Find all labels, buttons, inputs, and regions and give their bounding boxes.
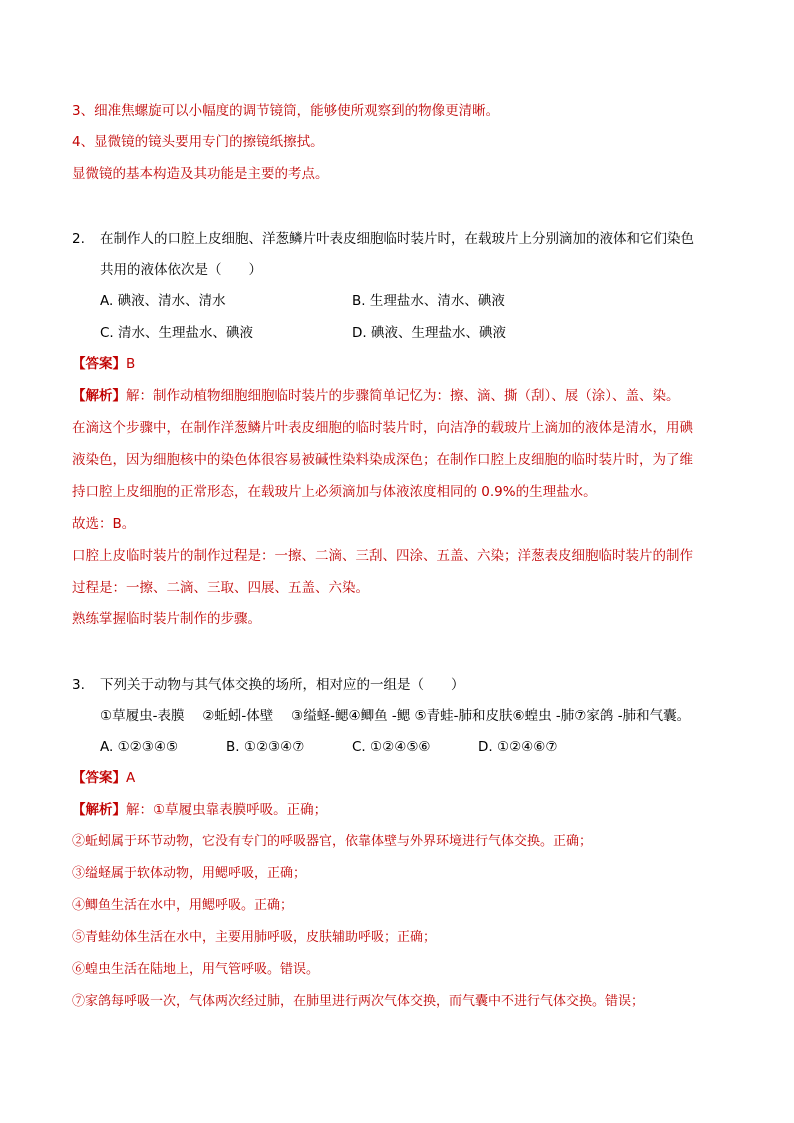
question-3-stem: 下列关于动物与其气体交换的场所，相对应的一组是（ ） [100, 677, 465, 693]
point-3: 3、细准焦螺旋可以小幅度的调节镜筒，能够使所观察到的物像更清晰。 [72, 103, 500, 119]
question-3-items: ①草履虫-表膜 ②蚯蚓-体壁 ③缢蛏-鳃④鲫鱼 -鳃 ⑤青蛙-肺和皮肤⑥蝗虫 -肺⑦家鸽 -肺和气囊。 [100, 708, 691, 724]
question-2-process-line2: 过程是：一擦、二滴、三取、四展、五盖、六染。 [72, 580, 369, 596]
question-3-option-d: D. ①②④⑥⑦ [478, 739, 558, 755]
question-2-option-d: D. 碘液、生理盐水、碘液 [352, 325, 506, 341]
question-3-analysis-line4: ④鲫鱼生活在水中，用鳃呼吸。正确； [72, 898, 294, 913]
question-3-number: 3. [72, 677, 85, 693]
analysis-text: 解：①草履虫靠表膜呼吸。正确； [126, 802, 328, 818]
question-2-stem-line2: 共用的液体依次是（ ） [100, 262, 262, 278]
answer-value: A [126, 770, 136, 786]
question-3-analysis-line2: ②蚯蚓属于环节动物，它没有专门的呼吸器官，依靠体壁与外界环境进行气体交换。正确； [72, 834, 593, 849]
question-2-option-b: B. 生理盐水、清水、碘液 [352, 293, 505, 309]
question-3-answer-row [72, 768, 135, 788]
question-3-analysis-line5: ⑤青蛙幼体生活在水中，主要用肺呼吸，皮肤辅助呼吸；正确； [72, 930, 437, 945]
question-3-option-b: B. ①②③④⑦ [226, 739, 305, 755]
question-2-analysis-line2: 在滴这个步骤中，在制作洋葱鳞片叶表皮细胞的临时装片时，向洁净的载玻片上滴加的液体是清水，用碘 [72, 420, 693, 436]
question-2-process-line1: 口腔上皮临时装片的制作过程是：一擦、二滴、三刮、四涂、五盖、六染；洋葱表皮细胞临时装片的制作 [72, 548, 693, 564]
question-2-option-a: A. 碘液、清水、清水 [100, 293, 226, 309]
question-2-stem-line1: 在制作人的口腔上皮细胞、洋葱鳞片叶表皮细胞临时装片时，在载玻片上分别滴加的液体和它们染色 [100, 231, 694, 247]
answer-value: B [126, 356, 136, 372]
question-2-analysis-row [72, 386, 680, 406]
answer-tag: 【答案】 [72, 356, 126, 372]
question-2-analysis-line3: 液染色，因为细胞核中的染色体很容易被碱性染料染成深色；在制作口腔上皮细胞的临时装片时，为了维 [72, 452, 693, 468]
question-3-option-a: A. ①②③④⑤ [100, 739, 179, 755]
question-2-number: 2. [72, 231, 85, 247]
question-3-analysis-line3: ③缢蛏属于软体动物，用鳃呼吸，正确； [72, 866, 307, 881]
answer-tag: 【答案】 [72, 770, 126, 786]
question-2-answer-row [72, 354, 135, 374]
analysis-tag: 【解析】 [72, 388, 126, 404]
question-2-option-c: C. 清水、生理盐水、碘液 [100, 325, 254, 341]
question-3-option-c: C. ①②④⑤⑥ [352, 739, 431, 755]
points-summary: 显微镜的基本构造及其功能是主要的考点。 [72, 166, 329, 182]
question-2-tip: 熟练掌握临时装片制作的步骤。 [72, 611, 261, 627]
question-2-choose: 故选：B。 [72, 516, 136, 532]
question-2-analysis-line4: 持口腔上皮细胞的正常形态，在载玻片上必须滴加与体液浓度相同的 0.9%的生理盐水。 [72, 484, 597, 500]
question-3-analysis-line7: ⑦家鸽每呼吸一次，气体两次经过肺，在肺里进行两次气体交换，而气囊中不进行气体交换。错误； [72, 994, 645, 1009]
question-3-analysis-line6: ⑥蝗虫生活在陆地上，用气管呼吸。错误。 [72, 962, 320, 977]
point-4: 4、显微镜的镜头要用专门的擦镜纸擦拭。 [72, 134, 324, 150]
question-3-analysis-row [72, 800, 327, 820]
analysis-tag: 【解析】 [72, 802, 126, 818]
analysis-text: 解：制作动植物细胞细胞临时装片的步骤简单记忆为：擦、滴、撕（刮）、展（涂）、盖、染。 [126, 388, 680, 404]
